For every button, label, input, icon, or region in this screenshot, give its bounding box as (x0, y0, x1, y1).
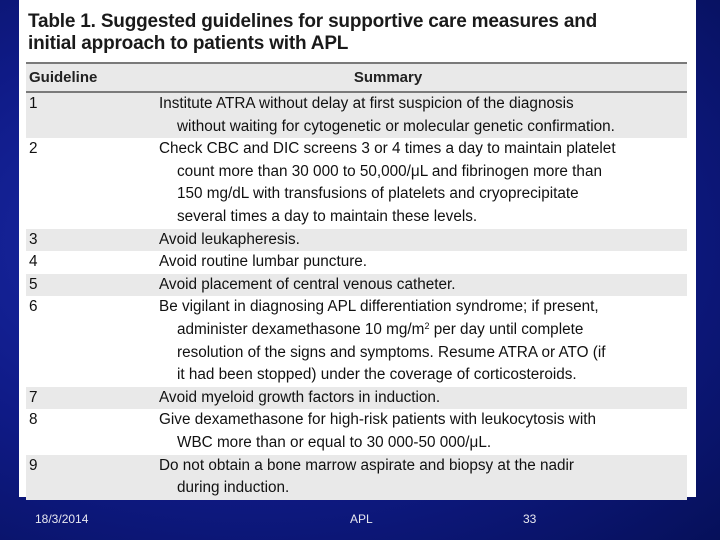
guideline-summary (159, 387, 687, 410)
header-guideline: Guideline (29, 69, 98, 86)
guideline-summary (159, 296, 687, 386)
table-title-line-2: initial approach to patients with APL (28, 33, 349, 54)
guideline-number: 4 (29, 253, 38, 271)
guideline-number: 8 (29, 411, 38, 429)
table-row (26, 455, 687, 500)
guideline-summary (159, 138, 687, 228)
summary-line: Institute ATRA without delay at first suspicion of the diagnosis (159, 95, 574, 112)
summary-line: resolution of the signs and symptoms. Resume ATRA or ATO (if (177, 343, 606, 361)
table-row (26, 229, 687, 252)
summary-line: WBC more than or equal to 30 000-50 000/μL. (177, 433, 492, 451)
table-figure (19, 0, 696, 497)
table-row (26, 93, 687, 138)
table-row (26, 138, 687, 228)
header-summary: Summary (353, 69, 423, 86)
footer-page-number: 33 (523, 512, 537, 526)
summary-line: count more than 30 000 to 50,000/μL and fibrinogen more than (177, 162, 602, 180)
guideline-number: 9 (29, 456, 38, 474)
guideline-number: 1 (29, 95, 38, 112)
summary-line: administer dexamethasone 10 $mg/m^2$ per day until complete (177, 320, 584, 338)
table-row (26, 274, 687, 297)
summary-line: it had been stopped) under the coverage of corticosteroids. (177, 366, 577, 384)
summary-line: without waiting for cytogenetic or molecular genetic confirmation. (177, 117, 615, 135)
table-row (26, 387, 687, 410)
table-row (26, 296, 687, 386)
guideline-summary (159, 251, 687, 274)
summary-line: 150 mg/dL with transfusions of platelets and cryoprecipitate (177, 185, 579, 203)
guideline-number: 7 (29, 388, 38, 406)
summary-line: during induction. (177, 479, 290, 497)
guideline-summary (159, 409, 687, 454)
summary-line: Avoid routine lumbar puncture. (159, 253, 368, 271)
guideline-number: 6 (29, 298, 38, 316)
footer-date: 18/3/2014 (35, 512, 89, 526)
table-row (26, 409, 687, 454)
guideline-summary (159, 274, 687, 297)
table-title (28, 11, 687, 55)
summary-line: Avoid myeloid growth factors in induction. (159, 388, 441, 406)
summary-line: several times a day to maintain these levels. (177, 207, 478, 225)
table-row (26, 251, 687, 274)
table-body (26, 93, 687, 500)
summary-line: Check CBC and DIC screens 3 or 4 times a day to maintain platelet (159, 140, 616, 158)
summary-line: Be vigilant in diagnosing APL differentiation syndrome; if present, (159, 298, 599, 316)
table-header-row (26, 62, 687, 93)
summary-line: Avoid placement of central venous catheter. (159, 275, 456, 293)
table-title-line-1: Table 1. Suggested guidelines for supportive care measures and (28, 11, 598, 32)
summary-line: Do not obtain a bone marrow aspirate and biopsy at the nadir (159, 456, 574, 474)
footer-title: APL (350, 512, 373, 526)
guideline-summary (159, 455, 687, 500)
guideline-number: 3 (29, 230, 38, 248)
guideline-summary (159, 93, 687, 138)
guideline-number: 2 (29, 140, 38, 158)
guideline-number: 5 (29, 275, 38, 293)
summary-line: Give dexamethasone for high-risk patients with leukocytosis with (159, 411, 597, 429)
guideline-summary (159, 229, 687, 252)
summary-line: Avoid leukapheresis. (159, 230, 300, 248)
